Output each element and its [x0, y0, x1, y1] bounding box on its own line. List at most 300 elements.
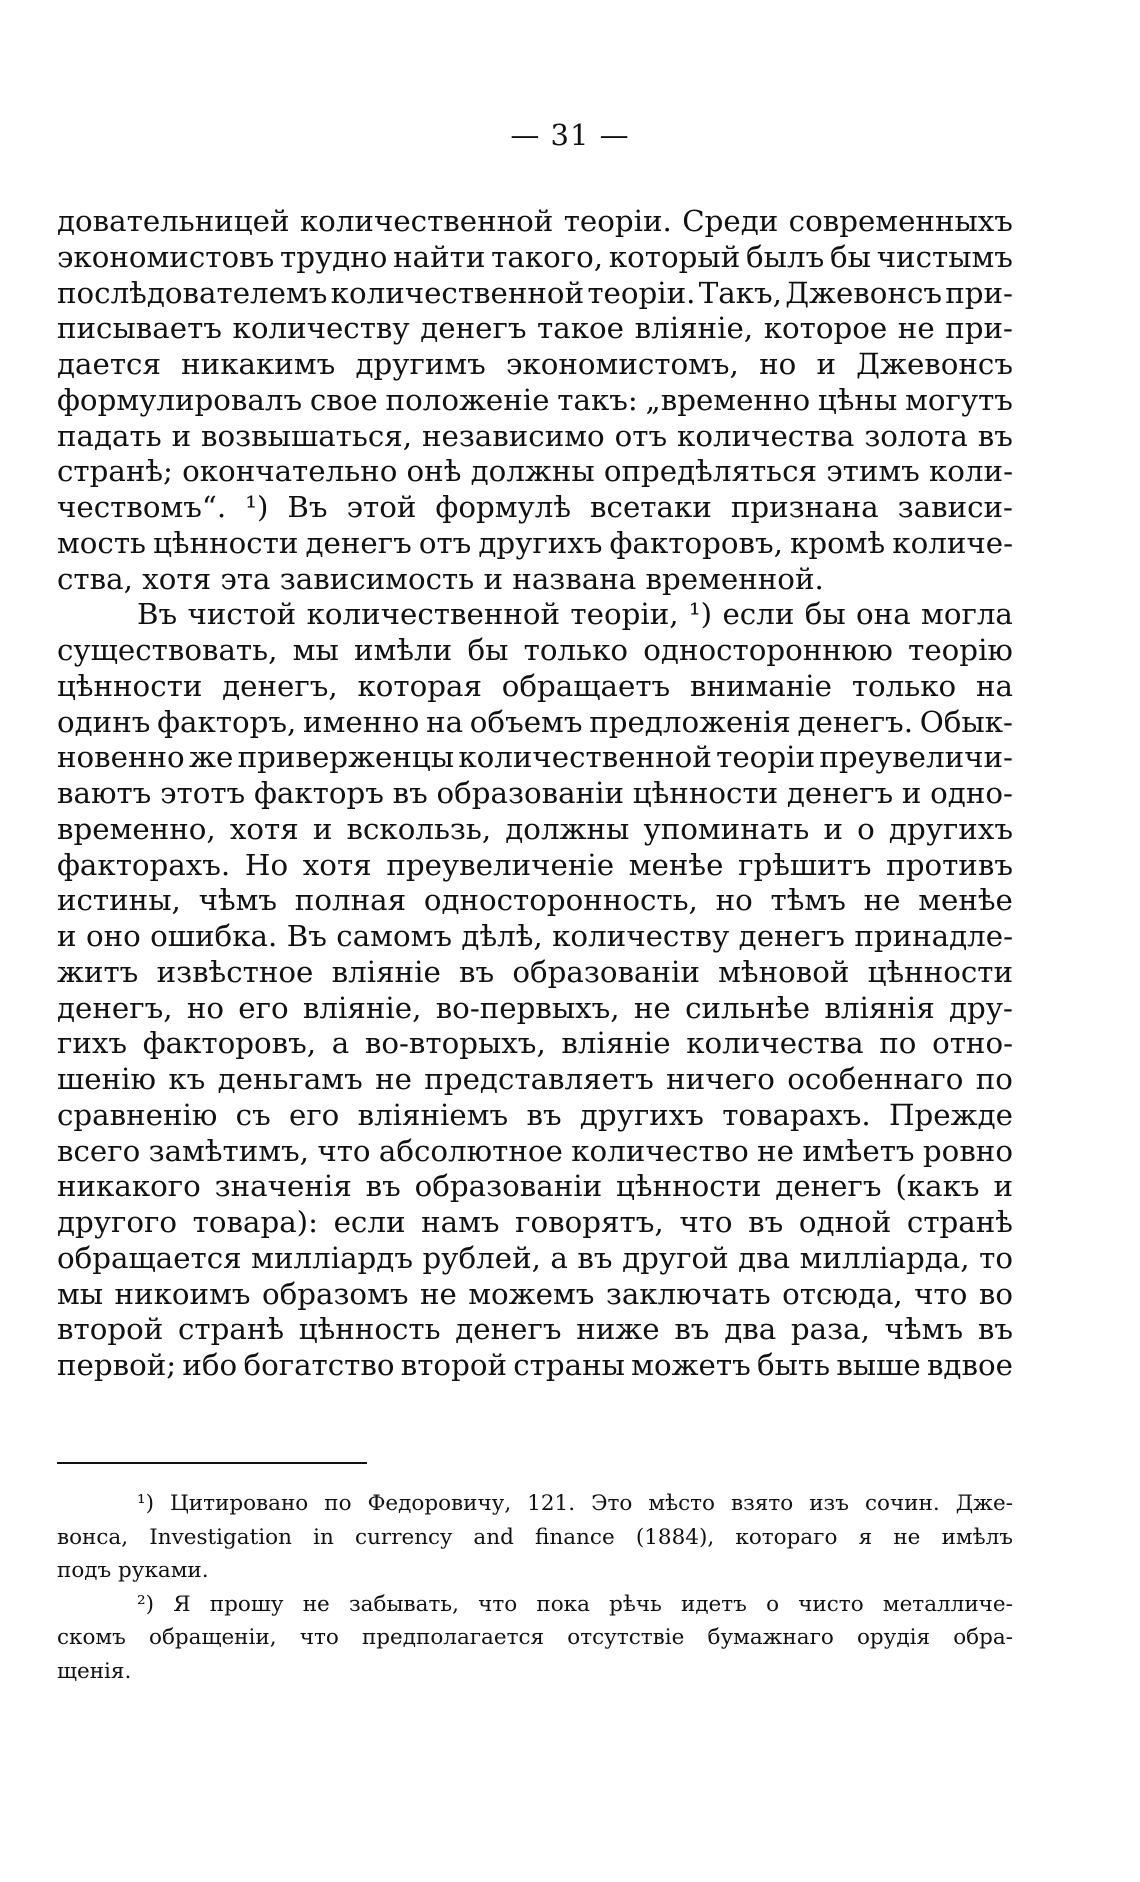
word: одной [798, 1205, 892, 1239]
word: оно [85, 919, 141, 953]
word: и [993, 1169, 1013, 1204]
word: не [897, 311, 935, 346]
word: не [419, 1276, 457, 1311]
word: который [608, 239, 741, 274]
word: преувеличенiе [386, 847, 615, 882]
word: этимъ [826, 454, 920, 489]
word: цѣны [817, 382, 898, 417]
word: представляетъ [424, 1062, 654, 1096]
footnote-divider [57, 1462, 367, 1464]
word: писываетъ [57, 311, 222, 346]
word: забывать, [348, 1591, 459, 1617]
word: въ [392, 776, 428, 810]
word: грѣшитъ [738, 847, 872, 882]
text-line [57, 419, 1013, 455]
word: никакимъ [181, 347, 336, 381]
word: влiянiе, [634, 311, 754, 346]
word: въ [977, 1312, 1013, 1347]
text-line [57, 1241, 1013, 1277]
word: заключать [605, 1276, 771, 1311]
word: во-вторыхъ, [364, 1026, 546, 1061]
text-line: ства, хотя эта зависимость и названа временной. [57, 561, 824, 596]
word: въ [577, 1240, 613, 1275]
word: на [975, 668, 1013, 703]
text-line [57, 454, 1013, 490]
text-line [57, 1312, 1013, 1348]
word: другимъ [355, 347, 486, 381]
footnote-line [57, 1588, 1013, 1622]
word: самомъ [336, 919, 453, 953]
word: Я [173, 1591, 191, 1617]
text-line [57, 633, 1013, 669]
word: дру- [949, 990, 1013, 1025]
word: второй [400, 1348, 507, 1382]
word: другихъ [888, 811, 1013, 846]
word: но [715, 883, 753, 918]
word: вдвое [926, 1348, 1013, 1382]
word: имѣли [354, 633, 453, 667]
word: никакого [57, 1169, 201, 1204]
word: отъ [614, 418, 668, 453]
word: ваютъ [57, 776, 152, 810]
word: опредѣляться [603, 454, 817, 489]
word: ¹) [245, 490, 269, 524]
word: другого [57, 1205, 178, 1239]
word: приверженцы [237, 740, 455, 775]
paragraph-start-line [57, 597, 1013, 633]
word: мость [57, 525, 146, 560]
text-line [57, 919, 1013, 955]
word: рѣчь [609, 1591, 662, 1617]
word: бы [467, 633, 509, 667]
text-line [57, 1277, 1013, 1313]
word: въ [674, 1312, 710, 1347]
word: во-первыхъ, [435, 990, 620, 1025]
text-line [57, 526, 1013, 562]
word: принадле- [854, 919, 1013, 953]
word: Дже- [955, 1491, 1013, 1516]
word: найти [393, 239, 486, 274]
word: говорятъ, [515, 1205, 664, 1239]
word: денегъ, [222, 668, 338, 703]
word: что [317, 1133, 371, 1168]
text-line [57, 1134, 1013, 1170]
word: металличе- [882, 1591, 1013, 1617]
word: ¹) [688, 597, 713, 632]
word: могутъ [905, 382, 1013, 417]
word: цѣнности [632, 776, 779, 810]
word: чествомъ“. [57, 490, 227, 524]
word: чѣмъ [198, 883, 278, 918]
word: дѣлѣ, [461, 919, 543, 953]
word: Въ [287, 490, 328, 524]
word: должны [470, 454, 595, 489]
word: извѣстное [156, 954, 314, 989]
text-line [57, 1026, 1013, 1062]
word: менѣе [628, 847, 724, 882]
word: количественной [330, 275, 585, 310]
text-line [57, 1348, 1013, 1384]
word: этотъ [160, 776, 246, 810]
word: а [331, 1026, 350, 1061]
word: то [979, 1240, 1013, 1275]
text-line [57, 705, 1013, 741]
word: отно- [932, 1026, 1013, 1061]
word: и [171, 418, 192, 453]
word: денегъ. [797, 704, 914, 739]
word: факторовъ, [609, 525, 783, 560]
word: сочин. [864, 1491, 940, 1516]
word: признана [730, 490, 879, 524]
word: другихъ [579, 1097, 704, 1132]
word: пока [536, 1591, 590, 1617]
word: количественной [306, 597, 561, 632]
word: Въ [137, 597, 178, 632]
word: же [189, 740, 234, 775]
word: хотя [302, 847, 372, 882]
page-number: — 31 — [510, 118, 630, 152]
word: существовать, [57, 633, 278, 667]
word: два [738, 1240, 791, 1275]
word: и [816, 347, 836, 381]
word: но [759, 347, 797, 381]
word: 121. [527, 1491, 576, 1516]
word: съ [235, 1097, 271, 1132]
word: первой; [57, 1348, 177, 1382]
text-line [57, 883, 1013, 919]
word: другихъ [478, 525, 603, 560]
word: послѣдователемъ [57, 275, 328, 310]
word: въ [977, 418, 1013, 453]
word: должны [505, 811, 630, 846]
word: положенiе [385, 382, 550, 417]
word: при- [945, 311, 1013, 346]
word: Джевонсъ [856, 347, 1013, 381]
word: истины, [57, 883, 181, 918]
word: количественной [299, 204, 554, 238]
word: количества [686, 1026, 864, 1061]
word: ровно [922, 1133, 1013, 1168]
word: что [679, 1205, 733, 1239]
word: и [57, 919, 77, 953]
word: что [299, 1625, 339, 1650]
word: finance [535, 1524, 615, 1550]
word: отсюда, [782, 1276, 903, 1311]
word: его [238, 990, 289, 1025]
text-line [57, 776, 1013, 812]
word: теорiи [716, 740, 815, 775]
word: въ [526, 1097, 562, 1132]
word: только [523, 633, 629, 667]
text-line [57, 383, 1013, 419]
word: но [186, 990, 224, 1025]
word: ничего [666, 1062, 775, 1096]
word: предложенiя [589, 704, 791, 739]
word: количество [571, 1133, 749, 1168]
word: отсутствiе [567, 1625, 685, 1650]
word: по [879, 1026, 917, 1061]
word: Но [244, 847, 289, 882]
word: она [856, 597, 911, 632]
word: денегъ [305, 525, 412, 560]
word: не [863, 883, 901, 918]
word: былъ [746, 239, 825, 274]
word: Джевонсъ [785, 275, 943, 310]
word: по [324, 1491, 352, 1516]
word: сильнѣе [685, 990, 811, 1025]
word: другой [622, 1240, 729, 1275]
word: мѣновой [718, 954, 850, 989]
word: количеству [232, 311, 410, 346]
word: предполагается [361, 1625, 545, 1650]
word: ниже [576, 1312, 660, 1347]
word: Прежде [889, 1097, 1013, 1132]
word: прошу [209, 1591, 284, 1617]
text-line [57, 812, 1013, 848]
word: вниманiе [689, 668, 833, 703]
word: факторовъ, [142, 1026, 317, 1061]
word: второй [57, 1312, 164, 1347]
word: чисто [798, 1591, 864, 1617]
word: изъ [809, 1491, 849, 1516]
word: чистой [187, 597, 297, 632]
word: о [766, 1591, 780, 1617]
word: имѣетъ [802, 1133, 915, 1168]
word: образованiи [414, 1169, 603, 1204]
word: (1884), [635, 1524, 715, 1550]
word: денегъ [738, 919, 845, 953]
word: тѣмъ [770, 883, 846, 918]
word: особеннаго [787, 1062, 964, 1096]
word: страны [513, 1348, 625, 1382]
word: экономистовъ [57, 239, 275, 274]
word: никоимъ [114, 1276, 251, 1311]
word: миллiарда, [799, 1240, 970, 1275]
word: богатство [243, 1348, 395, 1382]
word: Обык- [919, 704, 1013, 739]
word: ибо [182, 1348, 238, 1382]
text-line [57, 490, 1013, 526]
word: о [857, 811, 875, 846]
word: отъ [418, 525, 472, 560]
text-line [57, 669, 1013, 705]
word: намъ [421, 1205, 500, 1239]
word: котораго [735, 1524, 838, 1550]
footnote-line: щенiя. [57, 1658, 132, 1684]
word: экономистомъ, [506, 347, 739, 381]
footnote-line: подъ руками. [57, 1558, 209, 1583]
word: Investigation [149, 1524, 292, 1550]
word: идетъ [680, 1591, 747, 1617]
text-line [57, 991, 1013, 1027]
word: миллiардъ [251, 1240, 413, 1275]
word: обра- [953, 1625, 1013, 1650]
word: при- [945, 275, 1013, 310]
word: факторахъ. [57, 847, 231, 882]
word: онѣ [406, 454, 462, 489]
word: можетъ [631, 1348, 751, 1382]
word: денегъ [786, 776, 894, 810]
text-line [57, 740, 1013, 776]
word: денегъ [455, 1312, 562, 1347]
word: странѣ; [57, 454, 173, 489]
word: формулировалъ [57, 382, 303, 417]
word: которая [357, 668, 482, 703]
word: теорiи. [587, 275, 696, 310]
word: гихъ [57, 1026, 128, 1061]
word: образомъ [261, 1276, 409, 1311]
word: денегъ [420, 311, 527, 346]
footnote-line [57, 1621, 1013, 1655]
word: орудiя [856, 1625, 931, 1650]
word: ошибка. [150, 919, 278, 953]
word: цѣнности [153, 525, 299, 560]
text-line [57, 955, 1013, 991]
word: менѣе [918, 883, 1013, 918]
word: зависи- [897, 490, 1013, 524]
word: свое [309, 382, 378, 417]
word: влiянiе [561, 1026, 671, 1061]
text-line [57, 276, 1013, 312]
text-line [57, 1062, 1013, 1098]
word: новенно [57, 740, 185, 775]
word: „временно [645, 382, 811, 417]
word: не [302, 1591, 330, 1617]
word: теорiи. [563, 204, 672, 238]
word: его [288, 1097, 340, 1132]
word: житъ [57, 954, 139, 989]
word: и [823, 811, 844, 846]
word: цѣнность [298, 1312, 441, 1347]
word: теорiи, [570, 597, 679, 632]
text-line [57, 311, 1013, 347]
word: взято [730, 1491, 794, 1516]
word: образованiи [436, 776, 625, 810]
word: обращенiи, [149, 1625, 277, 1650]
word: цѣнности [57, 668, 203, 703]
word: Среди [682, 204, 779, 238]
text-line [57, 848, 1013, 884]
word: я [858, 1524, 873, 1550]
word: трудно [279, 239, 388, 274]
word: количеству [552, 919, 730, 953]
word: вонса, [57, 1524, 129, 1550]
word: рублей, [422, 1240, 541, 1275]
word: въ [365, 1169, 401, 1204]
word: всего [57, 1133, 141, 1168]
word: формулѣ [435, 490, 572, 524]
word: временно, [57, 811, 216, 846]
word: странѣ [906, 1205, 1013, 1239]
word: преувеличи- [819, 740, 1013, 775]
word: если [722, 597, 795, 632]
word: односторонность, [423, 883, 698, 918]
word: окончательно [182, 454, 398, 489]
word: которое [763, 311, 888, 346]
word: что [478, 1591, 518, 1617]
text-line [57, 1169, 1013, 1205]
word: факторъ [253, 776, 384, 810]
word: (какъ [895, 1169, 980, 1204]
word: значенiя [214, 1169, 352, 1204]
word: одно- [930, 776, 1013, 810]
word: раза, [790, 1312, 870, 1347]
word: абсолютное [378, 1133, 563, 1168]
word: бы [804, 597, 846, 632]
word: объемъ [469, 704, 583, 739]
word: хотя [229, 811, 299, 846]
word: Такъ, [698, 275, 782, 310]
word: скомъ [57, 1625, 126, 1650]
text-line [57, 1205, 1013, 1241]
word: и [901, 776, 922, 810]
word: довательницей [57, 204, 290, 238]
word: влiянiе [331, 954, 441, 989]
word: выше [836, 1348, 921, 1382]
word: въ [748, 1205, 784, 1239]
word: and [473, 1524, 514, 1550]
word: денегъ, [57, 990, 173, 1025]
word: противъ [886, 847, 1013, 882]
word: мѣсто [648, 1491, 715, 1516]
word: товара): [192, 1205, 318, 1239]
word: возвышаться, [201, 418, 413, 453]
word: чѣмъ [884, 1312, 964, 1347]
word: не [893, 1524, 921, 1550]
word: денегъ [775, 1169, 882, 1204]
word: бы [829, 239, 871, 274]
word: къ [168, 1062, 206, 1096]
word: упоминать [643, 811, 810, 846]
word: количественной [458, 740, 712, 775]
word: имѣлъ [941, 1524, 1013, 1550]
text-line [57, 240, 1013, 276]
word: влiянiе, [302, 990, 422, 1025]
word: вскользь, [346, 811, 492, 846]
word: Это [591, 1491, 633, 1516]
word: по [975, 1062, 1013, 1096]
word: независимо [421, 418, 605, 453]
word: два [724, 1312, 777, 1347]
main-text [57, 204, 1013, 1384]
word: на [426, 704, 464, 739]
word: такого, [491, 239, 604, 274]
word: обращается [57, 1240, 242, 1275]
word: одинъ [57, 704, 151, 739]
word: дается [57, 347, 161, 381]
word: а [550, 1240, 568, 1275]
word: деньгамъ [217, 1062, 363, 1096]
word: всетаки [590, 490, 712, 524]
text-line [57, 347, 1013, 383]
word: чистымъ [876, 239, 1013, 274]
word: въ [459, 954, 495, 989]
word: не [757, 1133, 795, 1168]
word: такъ: [557, 382, 638, 417]
word: этой [346, 490, 417, 524]
word: странѣ [178, 1312, 285, 1347]
word: in [313, 1524, 334, 1550]
word: такое [537, 311, 625, 346]
word: шенiю [57, 1062, 156, 1096]
word: если [333, 1205, 406, 1239]
word: мы [292, 633, 339, 667]
word: цѣнности [616, 1169, 762, 1204]
text-line [57, 204, 1013, 240]
word: не [633, 990, 671, 1025]
word: бумажнаго [707, 1625, 834, 1650]
word: золота [864, 418, 968, 453]
